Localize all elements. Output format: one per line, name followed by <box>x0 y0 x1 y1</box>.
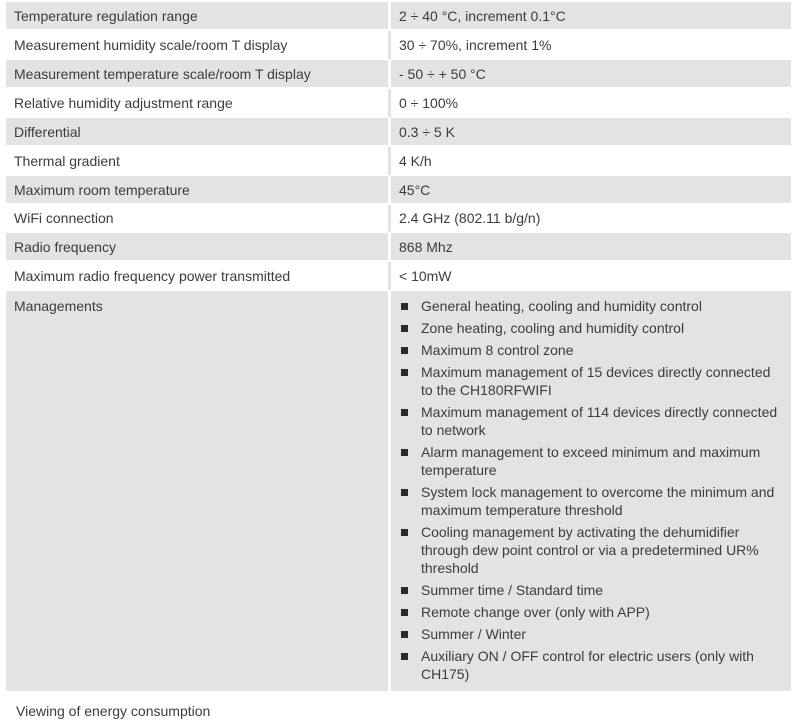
managements-row <box>6 291 791 693</box>
square-bullet-icon <box>401 653 408 660</box>
square-bullet-icon <box>401 409 408 416</box>
footer-note: Viewing of energy consumption <box>16 703 211 719</box>
list-item-text: Remote change over (only with APP) <box>421 604 650 620</box>
spec-row <box>6 89 791 118</box>
square-bullet-icon <box>401 587 408 594</box>
list-item <box>399 297 783 315</box>
list-item-text: Zone heating, cooling and humidity control <box>421 320 685 336</box>
spec-label: Maximum room temperature <box>6 176 391 205</box>
spec-value: 0 ÷ 100% <box>391 89 791 118</box>
list-item <box>399 603 783 621</box>
spec-label: Maximum radio frequency power transmitted <box>6 262 391 291</box>
spec-value: 4 K/h <box>391 147 791 176</box>
spec-row <box>6 2 791 31</box>
square-bullet-icon <box>401 325 408 332</box>
spec-value: 0.3 ÷ 5 K <box>391 118 791 147</box>
square-bullet-icon <box>401 489 408 496</box>
spec-value: 45°C <box>391 176 791 205</box>
list-item <box>399 403 783 439</box>
spec-label: Measurement humidity scale/room T display <box>6 31 391 60</box>
list-item <box>399 625 783 643</box>
spec-row <box>6 118 791 147</box>
list-item-text: System lock management to overcome the minimum and maximum temperature threshold <box>421 484 775 518</box>
spec-row <box>6 262 791 291</box>
spec-label: Differential <box>6 118 391 147</box>
list-item-text: Auxiliary ON / OFF control for electric users (only with CH175) <box>421 648 754 682</box>
list-item <box>399 341 783 359</box>
square-bullet-icon <box>401 449 408 456</box>
spec-value: 2.4 GHz (802.11 b/g/n) <box>391 205 791 233</box>
managements-list <box>399 297 783 683</box>
list-item-text: Maximum management of 114 devices directly connected to network <box>421 404 778 438</box>
list-item-text: Summer time / Standard time <box>421 582 604 598</box>
spec-label: WiFi connection <box>6 205 391 233</box>
spec-row <box>6 60 791 89</box>
managements-value <box>391 291 791 693</box>
spec-label: Relative humidity adjustment range <box>6 89 391 118</box>
square-bullet-icon <box>401 609 408 616</box>
list-item <box>399 581 783 599</box>
spec-value: 868 Mhz <box>391 233 791 262</box>
spec-label: Measurement temperature scale/room T display <box>6 60 391 89</box>
spec-label: Temperature regulation range <box>6 2 391 31</box>
spec-row <box>6 176 791 205</box>
spec-value: 30 ÷ 70%, increment 1% <box>391 31 791 60</box>
list-item-text: Cooling management by activating the dehumidifier through dew point control or via a predetermined UR% threshold <box>421 524 759 576</box>
list-item-text: Maximum management of 15 devices directly connected to the CH180RFWIFI <box>421 364 771 398</box>
list-item <box>399 647 783 683</box>
spec-value: - 50 ÷ + 50 °C <box>391 60 791 89</box>
spec-row <box>6 205 791 233</box>
list-item <box>399 319 783 337</box>
list-item-text: Maximum 8 control zone <box>421 342 574 358</box>
list-item <box>399 523 783 577</box>
list-item-text: General heating, cooling and humidity control <box>421 298 702 314</box>
spec-table <box>6 2 791 693</box>
managements-label: Managements <box>6 291 391 693</box>
list-item <box>399 443 783 479</box>
list-item <box>399 363 783 399</box>
list-item-text: Summer / Winter <box>421 626 527 642</box>
list-item-text: Alarm management to exceed minimum and maximum temperature <box>421 444 761 478</box>
square-bullet-icon <box>401 631 408 638</box>
square-bullet-icon <box>401 347 408 354</box>
spec-label: Thermal gradient <box>6 147 391 176</box>
spec-row <box>6 147 791 176</box>
spec-value: 2 ÷ 40 °C, increment 0.1°C <box>391 2 791 31</box>
spec-label: Radio frequency <box>6 233 391 262</box>
square-bullet-icon <box>401 369 408 376</box>
square-bullet-icon <box>401 303 408 310</box>
spec-row <box>6 233 791 262</box>
spec-value: < 10mW <box>391 262 791 291</box>
square-bullet-icon <box>401 529 408 536</box>
spec-row <box>6 31 791 60</box>
list-item <box>399 483 783 519</box>
